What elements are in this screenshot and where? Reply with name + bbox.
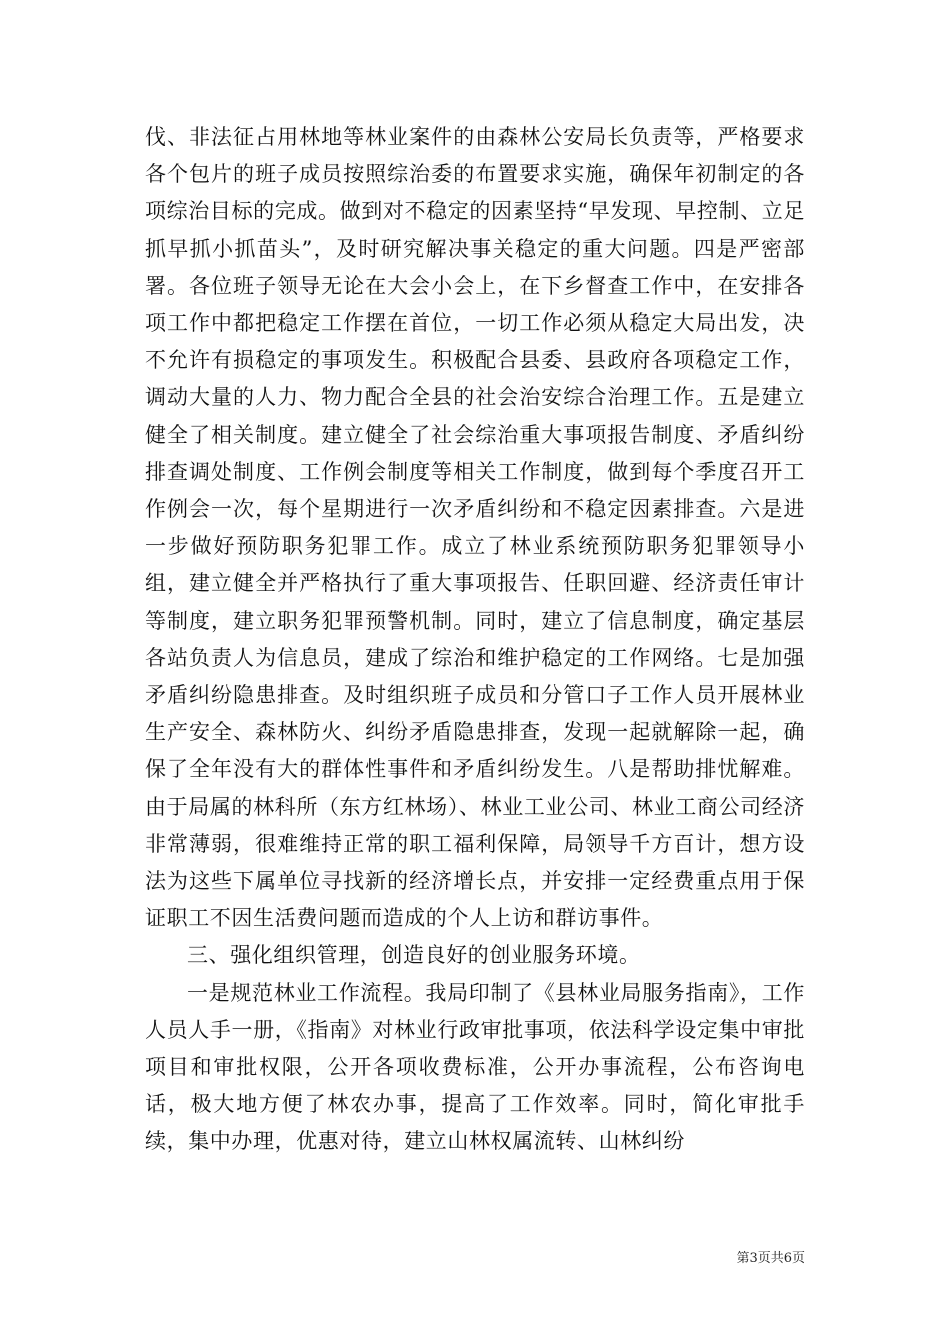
paragraph: 一是规范林业工作流程。我局印制了《县林业局服务指南》，工作人员人手一册，《指南》对林业行政审批事项，依法科学设定集中审批项目和审批权限，公开各项收费标准，公开办事流程，公布咨询电话，极大地方便了林农办事，提高了工作效率。同时，简化审批手续，集中办理，优惠对待，建立山林权属流转、山林纠纷 [145,980,805,1154]
section-heading: 三、强化组织管理，创造良好的创业服务环境。 [187,943,641,968]
page-number-footer: 第3页共6页 [736,1251,805,1266]
body-text [145,119,805,1161]
paragraph-continuation: 伐、非法征占用林地等林业案件的由森林公安局长负责等，严格要求各个包片的班子成员按照综治委的布置要求实施，确保年初制定的各项综治目标的完成。做到对不稳定的因素坚持“早发现、早控制、立足抓早抓小抓苗头”，及时研究解决事关稳定的重大问题。四是严密部署。各位班子领导无论在大会小会上，在下乡督查工作中，在安排各项工作中都把稳定工作摆在首位，一切工作必须从稳定大局出发，决不允许有损稳定的事项发生。积极配合县委、县政府各项稳定工作，调动大量的人力、物力配合全县的社会治安综合治理工作。五是建立健全了相关制度。建立健全了社会综治重大事项报告制度、矛盾纠纷排查调处制度、工作例会制度等相关工作制度，做到每个季度召开工作例会一次，每个星期进行一次矛盾纠纷和不稳定因素排查。六是进一步做好预防职务犯罪工作。成立了林业系统预防职务犯罪领导小组，建立健全并严格执行了重大事项报告、任职回避、经济责任审计等制度，建立职务犯罪预警机制。同时，建立了信息制度，确定基层各站负责人为信息员，建成了综治和维护稳定的工作网络。七是加强矛盾纠纷隐患排查。及时组织班子成员和分管口子工作人员开展林业生产安全、森林防火、纠纷矛盾隐患排查，发现一起就解除一起，确保了全年没有大的群体性事件和矛盾纠纷发生。八是帮助排忧解难。由于局属的林科所（东方红林场）、林业工业公司、林业工商公司经济非常薄弱，很难维持正常的职工福利保障，局领导千方百计，想方设法为这些下属单位寻找新的经济增长点，并安排一定经费重点用于保证职工不因生活费问题而造成的个人上访和群访事件。 [145,125,805,931]
